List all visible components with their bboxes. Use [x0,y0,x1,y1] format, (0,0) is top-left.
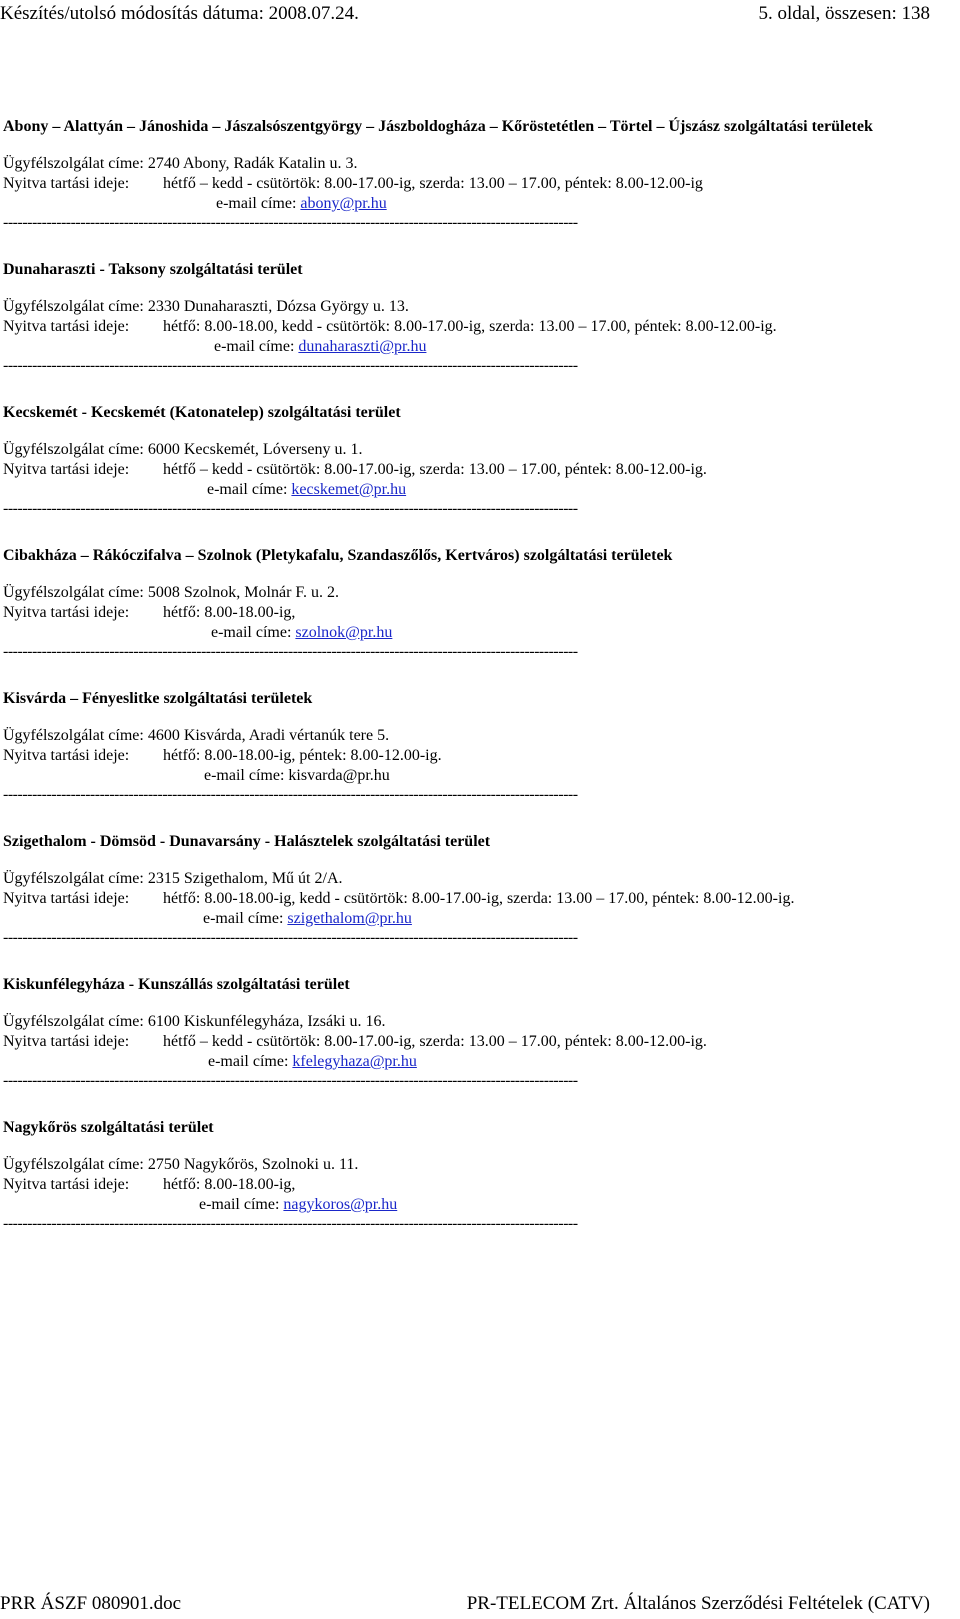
section-separator: ----------------------------------------------------------------------------------------------------------------------- [3,500,578,517]
section-separator: ----------------------------------------------------------------------------------------------------------------------- [3,929,578,946]
service-areas-list [3,117,933,1233]
service-area-section [3,117,933,260]
hours-value: hétfő: 8.00-18.00, kedd - csütörtök: 8.00-17.00-ig, szerda: 13.00 – 17.00, péntek: 8.00-12.00-ig. [163,318,777,335]
email-label: e-mail címe: [211,624,296,641]
opening-hours [3,889,933,909]
email-label: e-mail címe: [203,910,288,927]
document-filename: PRR ÁSZF 080901.doc [0,1593,182,1614]
address-value: 2330 Dunaharaszti, Dózsa György u. 13. [147,298,409,315]
opening-hours [3,603,933,623]
modification-date: Készítés/utolsó módosítás dátuma: 2008.07.24. [0,3,359,24]
hours-label: Nyitva tartási ideje: [3,604,130,621]
hours-label: Nyitva tartási ideje: [3,461,130,478]
opening-hours [3,460,933,480]
email-link[interactable]: nagykoros@pr.hu [283,1196,398,1213]
section-title: Nagykőrös szolgáltatási terület [3,1119,214,1136]
service-area-section [3,689,933,832]
hours-value: hétfő: 8.00-18.00-ig, [163,604,296,621]
service-area-section [3,975,933,1118]
email-link[interactable]: szolnok@pr.hu [295,624,393,641]
office-address [3,869,933,889]
email-row [3,1195,933,1215]
office-address [3,726,933,746]
email-row [3,194,933,214]
page-number: 5. oldal, összesen: 138 [758,3,930,24]
address-value: 2740 Abony, Radák Katalin u. 3. [147,155,358,172]
section-separator: ----------------------------------------------------------------------------------------------------------------------- [3,357,578,374]
email-row [3,623,933,643]
address-value: 4600 Kisvárda, Aradi vértanúk tere 5. [147,727,390,744]
section-title: Cibakháza – Rákóczifalva – Szolnok (Pletykafalu, Szandaszőlős, Kertváros) szolgáltatási területek [3,547,673,564]
hours-label: Nyitva tartási ideje: [3,747,130,764]
email-label: e-mail címe: [214,338,299,355]
email-link[interactable]: kecskemet@pr.hu [291,481,407,498]
address-value: 6100 Kiskunfélegyháza, Izsáki u. 16. [147,1013,386,1030]
email-link[interactable]: dunaharaszti@pr.hu [298,338,427,355]
email-row [3,766,933,786]
opening-hours [3,174,933,194]
hours-label: Nyitva tartási ideje: [3,175,130,192]
email-link[interactable]: abony@pr.hu [300,195,387,212]
address-label: Ügyfélszolgálat címe: [3,298,148,315]
email-label: e-mail címe: [216,195,301,212]
office-address [3,583,933,603]
service-area-section [3,403,933,546]
address-label: Ügyfélszolgálat címe: [3,155,148,172]
hours-value: hétfő: 8.00-18.00-ig, [163,1176,296,1193]
address-label: Ügyfélszolgálat címe: [3,727,148,744]
email-link[interactable]: szigethalom@pr.hu [287,910,412,927]
service-area-section [3,832,933,975]
opening-hours [3,1032,933,1052]
opening-hours [3,746,933,766]
email-link[interactable]: kfelegyhaza@pr.hu [292,1053,417,1070]
email-label: e-mail címe: [207,481,292,498]
service-area-section [3,1118,933,1233]
email-label: e-mail címe: [208,1053,293,1070]
hours-label: Nyitva tartási ideje: [3,890,130,907]
opening-hours [3,1175,933,1195]
office-address [3,154,933,174]
address-value: 2750 Nagykőrös, Szolnoki u. 11. [147,1156,359,1173]
section-separator: ----------------------------------------------------------------------------------------------------------------------- [3,1072,578,1089]
email-row [3,337,933,357]
opening-hours [3,317,933,337]
address-label: Ügyfélszolgálat címe: [3,441,148,458]
section-title: Kiskunfélegyháza - Kunszállás szolgáltatási terület [3,976,350,993]
address-value: 5008 Szolnok, Molnár F. u. 2. [147,584,340,601]
email-label: e-mail címe: [199,1196,284,1213]
hours-value: hétfő – kedd - csütörtök: 8.00-17.00-ig, szerda: 13.00 – 17.00, péntek: 8.00-12.00-ig. [163,461,707,478]
address-label: Ügyfélszolgálat címe: [3,1013,148,1030]
address-label: Ügyfélszolgálat címe: [3,584,148,601]
hours-label: Nyitva tartási ideje: [3,1033,130,1050]
document-title: PR-TELECOM Zrt. Általános Szerződési Feltételek (CATV) [466,1593,930,1614]
hours-value: hétfő: 8.00-18.00-ig, péntek: 8.00-12.00-ig. [163,747,442,764]
office-address [3,1155,933,1175]
address-label: Ügyfélszolgálat címe: [3,1156,148,1173]
hours-label: Nyitva tartási ideje: [3,1176,130,1193]
section-title: Szigethalom - Dömsöd - Dunavarsány - Halásztelek szolgáltatási terület [3,833,491,850]
section-separator: ----------------------------------------------------------------------------------------------------------------------- [3,786,578,803]
section-title: Kecskemét - Kecskemét (Katonatelep) szolgáltatási terület [3,404,401,421]
hours-value: hétfő – kedd - csütörtök: 8.00-17.00-ig, szerda: 13.00 – 17.00, péntek: 8.00-12.00-ig [163,175,703,192]
address-label: Ügyfélszolgálat címe: [3,870,148,887]
section-title: Kisvárda – Fényeslitke szolgáltatási területek [3,690,313,707]
office-address [3,440,933,460]
office-address [3,1012,933,1032]
section-title: Dunaharaszti - Taksony szolgáltatási terület [3,261,303,278]
page-header [0,3,930,25]
address-value: 6000 Kecskemét, Lóverseny u. 1. [147,441,363,458]
email-row [3,1052,933,1072]
hours-value: hétfő: 8.00-18.00-ig, kedd - csütörtök: 8.00-17.00-ig, szerda: 13.00 – 17.00, péntek: 8.00-12.00-ig. [163,890,795,907]
email-label: e-mail címe: [204,767,289,784]
address-value: 2315 Szigethalom, Mű út 2/A. [147,870,343,887]
section-separator: ----------------------------------------------------------------------------------------------------------------------- [3,1215,578,1232]
service-area-section [3,260,933,403]
hours-label: Nyitva tartási ideje: [3,318,130,335]
email-row [3,909,933,929]
email-link: kisvarda@pr.hu [288,767,390,784]
section-separator: ----------------------------------------------------------------------------------------------------------------------- [3,643,578,660]
office-address [3,297,933,317]
service-area-section [3,546,933,689]
section-title: Abony – Alattyán – Jánoshida – Jászalsószentgyörgy – Jászboldogháza – Kőröstetétlen – Törtel – Újszász szolgáltatási területek [3,118,873,135]
section-separator: ----------------------------------------------------------------------------------------------------------------------- [3,214,578,231]
page-footer [0,1593,930,1615]
email-row [3,480,933,500]
hours-value: hétfő – kedd - csütörtök: 8.00-17.00-ig, szerda: 13.00 – 17.00, péntek: 8.00-12.00-ig. [163,1033,707,1050]
